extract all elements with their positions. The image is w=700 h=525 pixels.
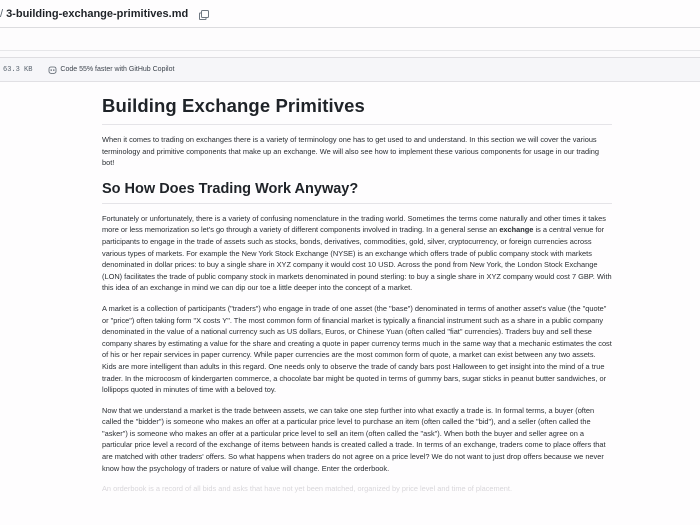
file-size: 63.3 KB [3,65,33,74]
toolbar-band [0,28,700,51]
file-path-bar [0,0,700,28]
file-meta-bar [0,58,700,82]
copilot-promo-link[interactable] [48,66,174,74]
exchange-paragraph [102,213,612,294]
exchange-term: exchange [499,225,534,235]
copilot-icon [48,66,57,74]
article-title: Building Exchange Primitives [102,95,612,125]
exchange-paragraph-text-1: Fortunately or unfortunately, there is a variety of confusing nomenclature in the trading world. Sometimes the terms come naturally and other times it takes more or less memorization so let's go through a variety of different components involved in trading. In a general sense an [102,213,606,235]
section-heading: So How Does Trading Work Anyway? [102,181,612,204]
breadcrumb-separator: / [0,7,4,20]
breadcrumb-file-name[interactable]: 3-building-exchange-primitives.md [6,7,189,20]
copilot-promo-text: Code 55% faster with GitHub Copilot [60,66,175,73]
exchange-paragraph-text-2: is a central venue for participants to engage in the trade of assets such as stocks, bonds, derivatives, commodities, gold, silver, cryptocurrency, or foreign currencies across various types of markets. For example the New York Stock Exchange (NYSE) is an exchange which offers trade of public company stock with markets denominated in dollar prices: to buy a single share in XYZ company it would cost 10 USD. Across the pond from New York, the London Stock Exchange (LON) facilitates the trade of public company stock in markets denominated in pound sterling: to buy a single share in XYZ company would cost 7 GBP. With this idea of an exchange in mind we can dip our toe a little deeper into the concept of a market. [102,225,612,293]
divider-band [0,51,700,58]
markdown-body [102,95,612,495]
copy-icon[interactable] [198,8,210,20]
market-paragraph: A market is a collection of participants ("traders") who engage in trade of one asset (the "base") denominated in terms of another asset's value (the "quote" or "price") often taking form "X costs Y". The most common form of financial market is typically a financial instrument such as a share in a public company denominated in the value of a national currency such as US dollars, Euros, or Chinese Yuan (often called "fiat" currencies). Traders buy and sell these company shares by estimating a value for the share and creating a quote in paper currency terms much in the same way that a mechanic estimates the cost of his or her repair services in paper currency. While paper currencies are the most common form of quote, a market can exist between any two assets. Kids are more intelligent than adults in this regard. One needs only to observe the trade of candy bars post Halloween to get insight into the mind of a true trader. In the microcosm of kindergarten commerce, a chocolate bar might be quoted in terms of gummy bars, sugar sticks in peanut butter sandwiches, or lollipops quoted in minutes of time with a beloved toy. [102,303,612,395]
trade-paragraph: Now that we understand a market is the trade between assets, we can take one step further into what exactly a trade is. In formal terms, a buyer (often called the "bidder") is someone who makes an offer at a particular price level to purchase an item (often called the "bid"), and a seller (often called the "asker") is someone who makes an offer at a particular price level to sell an item (often called the "ask"). When both the buyer and seller agree on a particular price level a record of the exchange of items between hands is created called a trade. In terms of an exchange, traders come to place offers that are matched with other traders' offers. So what happens when traders do not agree on a price level? We do not want to just drop offers because we never know how the psychology of traders or nature of value will change. Enter the orderbook. [102,405,606,473]
intro-paragraph: When it comes to trading on exchanges there is a variety of terminology one has to get used to and understand. In this section we will cover the various terminology and primitive components that make up an exchange. We will also see how to implement these various components for usage in our trading bot! [102,135,599,168]
orderbook-paragraph-partial: An orderbook is a record of all bids and asks that have not yet been matched, organized by price level and time of placement. [102,484,513,494]
